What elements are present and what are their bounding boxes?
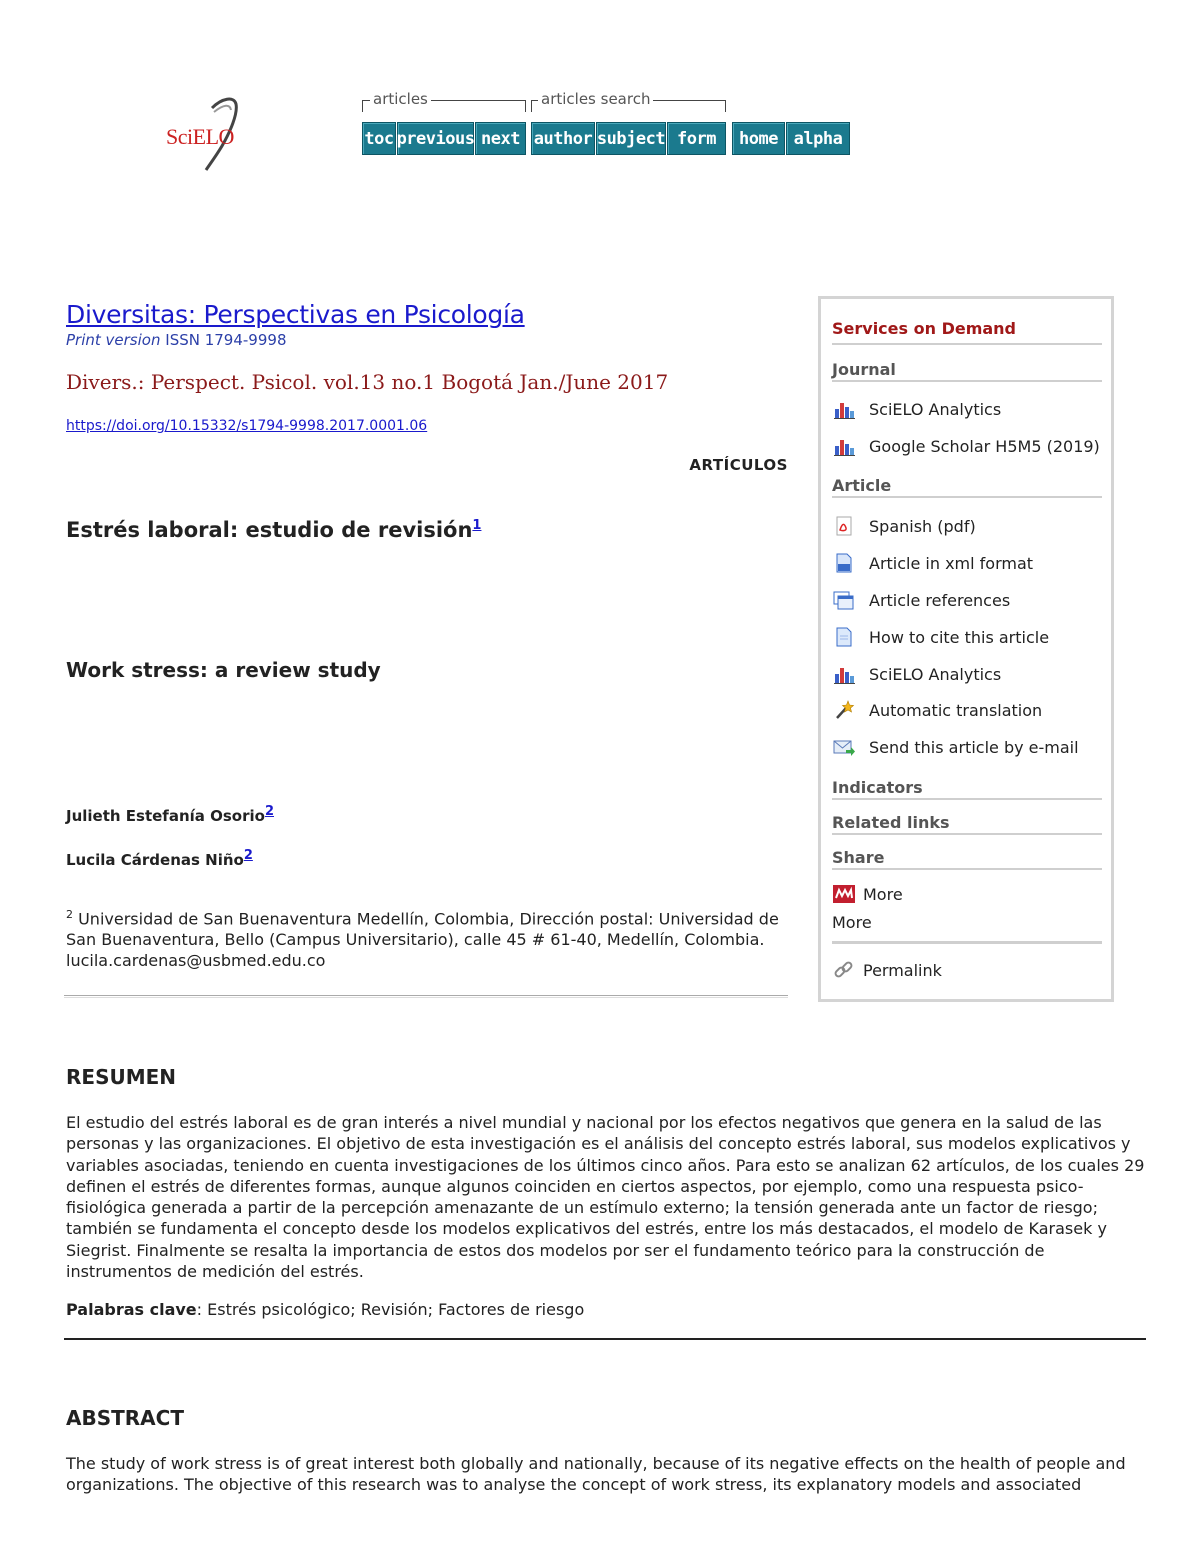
- keywords-values: : Estrés psicológico; Revisión; Factores de riesgo: [196, 1300, 585, 1319]
- nav-previous-button[interactable]: previous: [397, 122, 474, 155]
- sidebar-divider: [832, 798, 1102, 801]
- nav-author-button[interactable]: author: [531, 122, 595, 155]
- print-version-line: [66, 331, 286, 349]
- author-name: Lucila Cárdenas Niño: [66, 851, 244, 869]
- logo-wordmark: SciELO: [166, 124, 234, 149]
- sidebar-item-label: Spanish (pdf): [869, 516, 976, 536]
- author-name: Julieth Estefanía Osorio: [66, 807, 265, 825]
- sidebar-item-spanish-pdf[interactable]: [832, 514, 976, 538]
- author-footnote-link[interactable]: 2: [264, 804, 274, 819]
- bar-chart-icon: [832, 435, 856, 457]
- abstract-heading: ABSTRACT: [66, 1406, 184, 1430]
- share-more-button[interactable]: [832, 882, 903, 906]
- articles-group-label: articles: [370, 90, 431, 108]
- affiliation-note: 2: [66, 908, 73, 921]
- wand-icon: [832, 699, 856, 721]
- addthis-share-icon: [832, 883, 856, 905]
- indicators-heading[interactable]: Indicators: [832, 778, 923, 797]
- journal-title-link[interactable]: Diversitas: Perspectivas en Psicología: [66, 300, 525, 329]
- issn: ISSN 1794-9998: [165, 331, 287, 349]
- article-title-es: [66, 518, 481, 542]
- sidebar-divider: [832, 941, 1102, 944]
- link-icon: [832, 959, 856, 981]
- author-affiliation: [66, 904, 786, 971]
- nav-alpha-button[interactable]: alpha: [786, 122, 850, 155]
- permalink-label: Permalink: [863, 960, 942, 980]
- resumen-heading: RESUMEN: [66, 1065, 177, 1089]
- pdf-icon: [832, 515, 856, 537]
- resumen-text: El estudio del estrés laboral es de gran interés a nivel mundial y nacional por los efectos negativos que genera en la salud de las personas y las organizaciones. El objetivo de esta investigación es el análisis del concepto estrés laboral, sus modelos explicativos y variables asociadas, teniendo en cuenta investigaciones de los últimos cinco años. Para esto se analizan 62 artículos, de los cuales 29 definen el estrés de diferentes formas, aunque algunos coinciden en ciertos aspectos, por ejemplo, como una respuesta psico-fisiológica generada a partir de la percepción amenazante de un estímulo externo; la tensión generada ante un factor de riesgo; también se fundamenta el concepto desde los modelos explicativos del estrés, entre los más destacados, el modelo de Karasek y Siegrist. Finalmente se resalta la importancia de estos dos modelos por ser el fundamento teórico para la construcción de instrumentos de medición del estrés.: [66, 1113, 1145, 1282]
- journal-heading: Journal: [832, 360, 896, 379]
- article-heading: Article: [832, 476, 892, 495]
- author-1: [66, 804, 274, 825]
- sidebar-divider: [832, 380, 1102, 383]
- author-footnote-link[interactable]: 2: [243, 848, 253, 863]
- services-sidebar: [818, 296, 1114, 1002]
- sidebar-item-xml[interactable]: [832, 551, 1033, 575]
- share-heading: Share: [832, 848, 885, 867]
- sidebar-item-label: Send this article by e-mail: [869, 737, 1079, 757]
- title-footnote-link[interactable]: 1: [472, 518, 482, 533]
- share-more-label: More: [863, 884, 903, 904]
- sidebar-item-label: SciELO Analytics: [869, 399, 1002, 419]
- share-more-link[interactable]: More: [832, 913, 872, 932]
- doi-link[interactable]: https://doi.org/10.15332/s1794-9998.2017.0001.06: [66, 418, 428, 434]
- sidebar-item-scielo-analytics-article[interactable]: [832, 662, 1001, 686]
- header-divider: [64, 995, 788, 998]
- sidebar-item-references[interactable]: [832, 588, 1010, 612]
- search-group-label: articles search: [538, 90, 653, 108]
- author-2: [66, 848, 253, 869]
- sidebar-item-label: Automatic translation: [869, 700, 1043, 720]
- email-icon: [832, 736, 856, 758]
- nav-toc-button[interactable]: toc: [362, 122, 396, 155]
- print-version-label: Print version: [66, 331, 161, 349]
- keywords-label: Palabras clave: [66, 1300, 197, 1319]
- sidebar-divider: [832, 833, 1102, 836]
- bar-chart-icon: [832, 398, 856, 420]
- references-icon: [832, 589, 856, 611]
- section-label: ARTÍCULOS: [689, 456, 788, 474]
- sidebar-item-label: Article references: [869, 590, 1011, 610]
- sidebar-item-label: SciELO Analytics: [869, 664, 1002, 684]
- scielo-logo[interactable]: [160, 90, 260, 175]
- journal-citation: Divers.: Perspect. Psicol. vol.13 no.1 Bogotá Jan./June 2017: [66, 370, 669, 394]
- services-on-demand-title: Services on Demand: [832, 319, 1017, 338]
- section-divider: [64, 1338, 1146, 1340]
- permalink-button[interactable]: [832, 958, 942, 982]
- article-title-en: Work stress: a review study: [66, 658, 381, 682]
- nav-subject-button[interactable]: subject: [596, 122, 666, 155]
- sidebar-divider: [832, 343, 1102, 346]
- sidebar-item-how-to-cite[interactable]: [832, 625, 1049, 649]
- sidebar-item-scielo-analytics-journal[interactable]: [832, 397, 1001, 421]
- sidebar-item-google-scholar[interactable]: [832, 434, 1100, 458]
- sidebar-item-label: Article in xml format: [869, 553, 1034, 573]
- nav-home-button[interactable]: home: [732, 122, 785, 155]
- nav-next-button[interactable]: next: [475, 122, 526, 155]
- sidebar-item-label: Google Scholar H5M5 (2019): [869, 436, 1100, 456]
- related-links-heading[interactable]: Related links: [832, 813, 950, 832]
- keywords-line: [66, 1300, 584, 1319]
- sidebar-item-automatic-translation[interactable]: [832, 698, 1042, 722]
- nav-form-button[interactable]: form: [667, 122, 726, 155]
- sidebar-divider: [832, 868, 1102, 871]
- sidebar-item-send-email[interactable]: [832, 735, 1079, 759]
- sidebar-divider: [832, 496, 1102, 499]
- affiliation-text: Universidad de San Buenaventura Medellín, Colombia, Dirección postal: Universidad de San Buenaventura, Bello (Campus Universitario), calle 45 # 61-40, Medellín, Colombia. lucila.cardenas@usbmed.edu.co: [66, 909, 779, 971]
- bar-chart-icon: [832, 663, 856, 685]
- cite-doc-icon: [832, 626, 856, 648]
- sidebar-item-label: How to cite this article: [869, 627, 1050, 647]
- title-es-text: Estrés laboral: estudio de revisión: [66, 518, 473, 542]
- xml-doc-icon: [832, 552, 856, 574]
- abstract-text: The study of work stress is of great interest both globally and nationally, because of its negative effects on the health of people and organizations. The objective of this research was to analyse the concept of work stress, its explanatory models and associated: [66, 1454, 1126, 1495]
